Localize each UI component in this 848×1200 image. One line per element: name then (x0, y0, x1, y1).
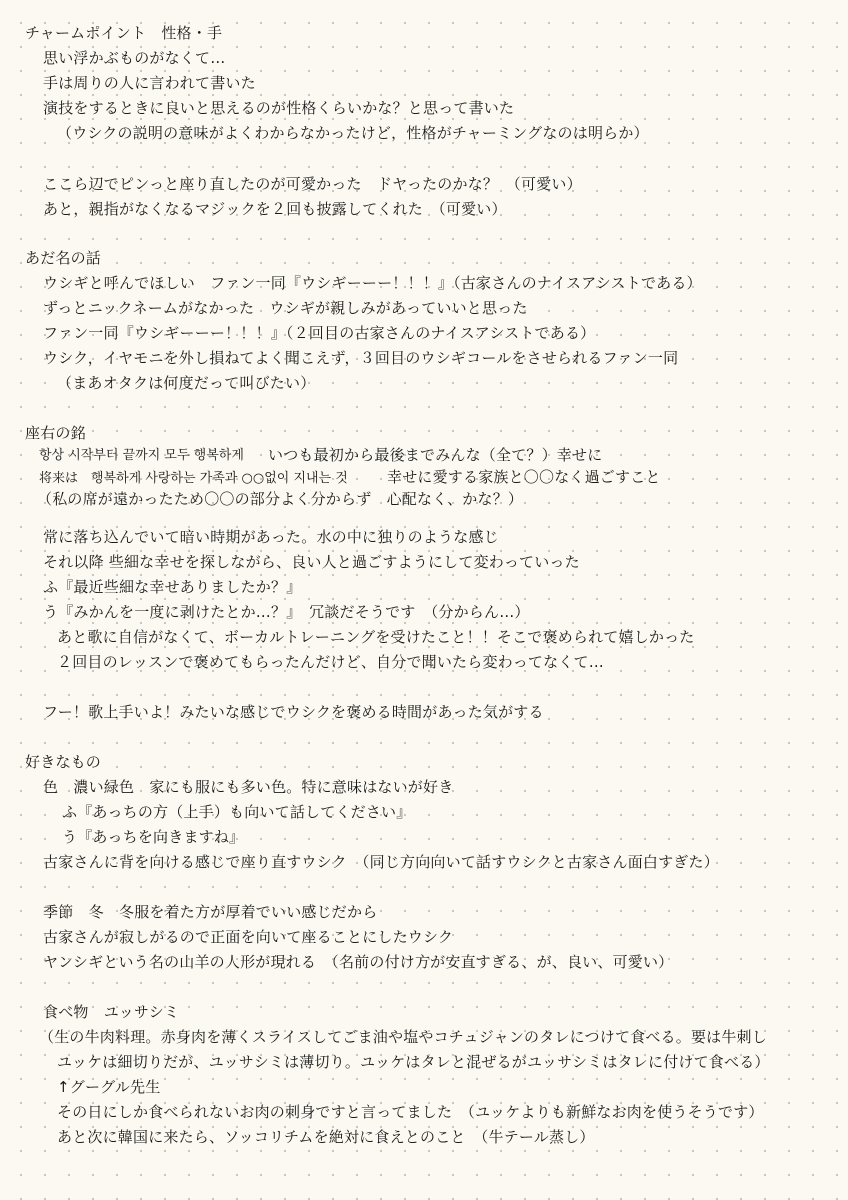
note-line: ↑グーグル先生 (57, 1078, 161, 1096)
note-line: （まあオタクは何度だって叫びたい） (57, 374, 316, 392)
heading-motto: 座右の銘 (25, 424, 86, 442)
note-line: ファン一同『ウシギーーー！！！』（２回目の古家さんのナイスアシストである） (43, 324, 596, 342)
heading-nickname: あだ名の話 (25, 249, 102, 267)
note-line: （ウシクの説明の意味がよくわからなかったけど，性格がチャーミングなのは明らか） (57, 124, 649, 142)
note-line: ユッケは細切りだが、ユッサシミは薄切り。ユッケはタレと混ぜるがユッサシミはタレに付けて食べる） (57, 1053, 770, 1071)
note-line: ウシギと呼んでほしい ファン一同『ウシギーーー！！！』（古家さんのナイスアシストである） (43, 274, 702, 292)
note-line: ふ『最近些細な幸せありましたか？』 (43, 578, 302, 596)
note-line: それ以降 些細な幸せを探しながら、良い人と過ごすようにして変わっていった (43, 553, 580, 571)
note-line: ウシク，イヤモニを外し損ねてよく聞こえず，３回目のウシギコールをさせられるファン一同 (43, 349, 679, 367)
note-line: 食べ物 ユッサシミ (43, 1003, 180, 1021)
korean-motto-line: 항상 시작부터 끝까지 모두 행복하게 (39, 448, 244, 463)
note-line: いつも最初から最後までみんな（全て？）幸せに (268, 446, 603, 464)
note-line: ここら辺でピンっと座り直したのが可愛かった ドヤったのかな？ （可愛い） (43, 175, 582, 193)
note-line: ふ『あっちの方（上手）も向いて話してください』 (62, 803, 412, 821)
note-line: 演技をするときに良いと思えるのが性格くらいかな？と思って書いた (43, 99, 515, 117)
note-line: ずっとニックネームがなかった ウシギが親しみがあっていいと思った (43, 299, 528, 317)
note-line: その日にしか食べられないお肉の刺身ですと言ってました （ユッケよりも新鮮なお肉を使うそうです） (57, 1103, 764, 1121)
note-line: 幸せに愛する家族と〇〇なく過ごすこと (387, 468, 661, 486)
note-line: 古家さんに背を向ける感じで座り直すウシク （同じ方向向いて話すウシクと古家さん面白すぎた） (43, 853, 719, 871)
note-line: ヤンシギという名の山羊の人形が現れる （名前の付け方が安直すぎる、が、良い、可愛い） (43, 953, 674, 971)
note-line: 思い浮かぶものがなくて… (43, 49, 226, 67)
korean-motto-line: 将来は 행복하게 사랑하는 가족과 ○○없이 지내는 것 (39, 471, 348, 486)
note-line: 色 濃い緑色 家にも服にも多い色。特に意味はないが好き (43, 778, 454, 796)
note-line: あと次に韓国に来たら、ソッコリチムを絶対に食えとのこと （牛テール蒸し） (57, 1128, 595, 1146)
note-line: あと歌に自信がなくて、ボーカルトレーニングを受けたこと！！そこで褒められて嬉しかった (57, 628, 695, 646)
note-line: 古家さんが寂しがるので正面を向いて座ることにしたウシク (43, 928, 454, 946)
note-line: （生の牛肉料理。赤身肉を薄くスライスしてごま油や塩やコチュジャンのタレにつけて食べる。要は牛刺し (39, 1028, 767, 1046)
note-line: 手は周りの人に言われて書いた (43, 74, 256, 92)
heading-favorites: 好きなもの (25, 753, 102, 771)
note-line: 常に落ち込んでいて暗い時期があった。水の中に独りのような感じ (43, 528, 499, 546)
note-line: ２回目のレッスンで褒めてもらったんだけど、自分で聞いたら変わってなくて… (57, 653, 604, 671)
note-line: う『みかんを一度に剥けたとか…？』 冗談だそうです （分からん…） (43, 603, 530, 621)
note-line: 季節 冬 冬服を着た方が厚着でいい感じだから (43, 903, 378, 921)
note-line: フー！歌上手いよ！みたいな感じでウシクを褒める時間があった気がする (43, 703, 544, 721)
heading-charm-point: チャームポイント 性格・手 (25, 24, 223, 42)
note-line: （私の席が遠かったため〇〇の部分よく分からず 心配なく、かな？） (37, 490, 524, 508)
note-line: あと，親指がなくなるマジックを２回も披露してくれた （可愛い） (43, 200, 507, 218)
note-line: う『あっちを向きますね』 (62, 828, 245, 846)
